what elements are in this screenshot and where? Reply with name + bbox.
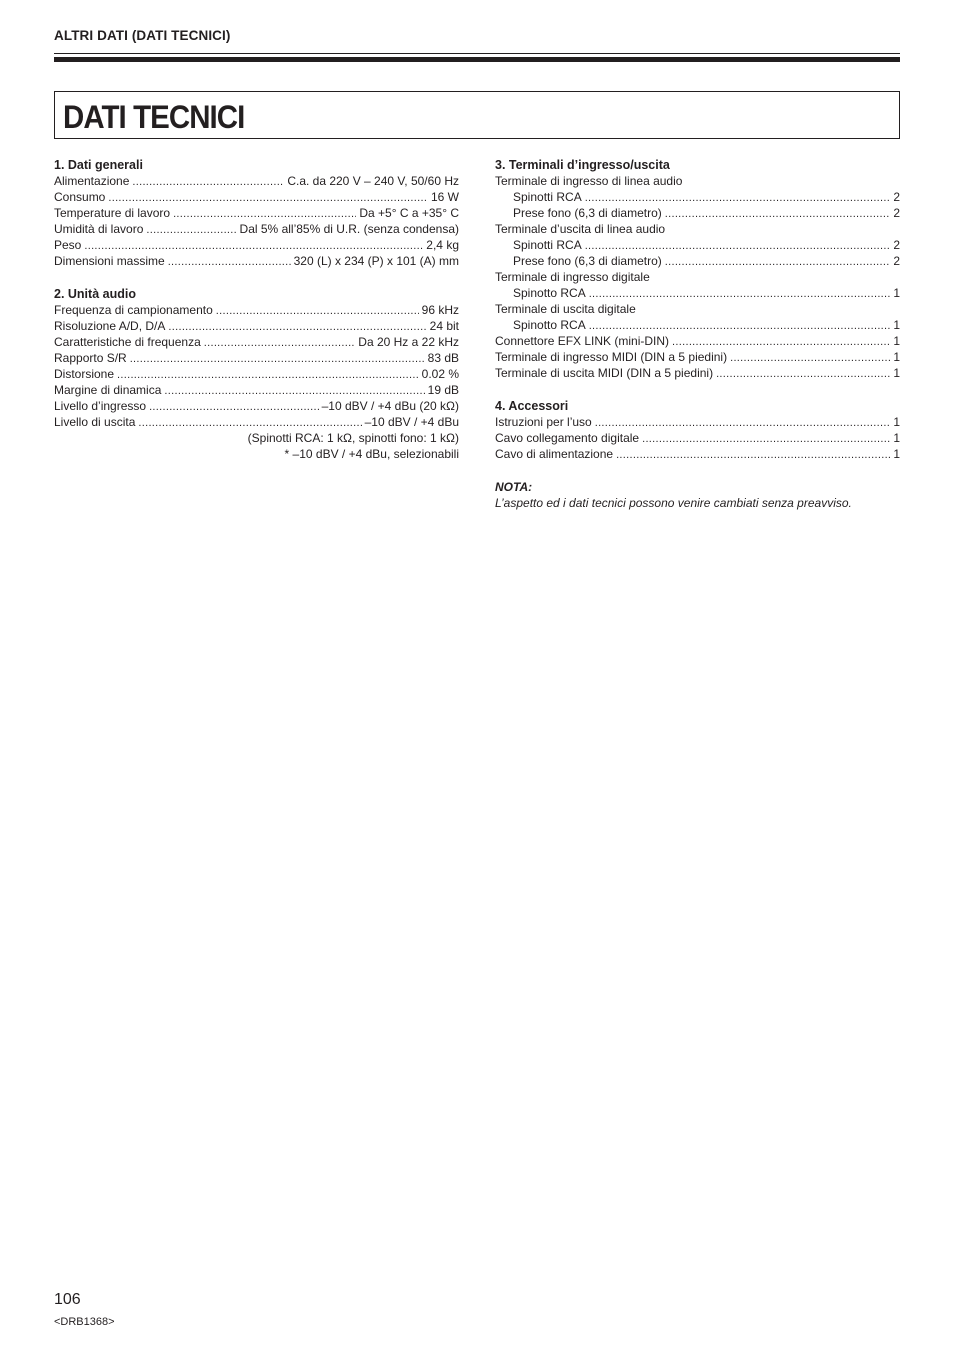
section-header-label: ALTRI DATI (DATI TECNICI) bbox=[54, 28, 231, 43]
section-general-data bbox=[54, 157, 459, 269]
spec-label: Caratteristiche di frequenza bbox=[54, 335, 201, 349]
spec-value: 1 bbox=[893, 350, 900, 364]
terminal-group-label: Terminale di ingresso digitale bbox=[495, 270, 650, 284]
terminal-group-label: Terminale di uscita digitale bbox=[495, 302, 636, 316]
spec-value: 2 bbox=[893, 190, 900, 204]
spec-row bbox=[54, 302, 459, 318]
spec-row bbox=[495, 333, 900, 349]
spec-label: Spinotti RCA bbox=[513, 190, 582, 204]
spec-value: 1 bbox=[893, 318, 900, 332]
dot-leader bbox=[589, 286, 891, 302]
spec-value: 320 (L) x 234 (P) x 101 (A) mm bbox=[293, 254, 459, 268]
spec-value: 16 W bbox=[430, 190, 459, 204]
terminal-group-label: Terminale di ingresso di linea audio bbox=[495, 174, 683, 188]
spec-label: Spinotto RCA bbox=[513, 318, 586, 332]
dot-leader bbox=[595, 415, 891, 431]
section-io-terminals bbox=[495, 157, 900, 381]
dot-leader bbox=[585, 190, 891, 206]
dot-leader bbox=[149, 399, 319, 415]
dot-leader bbox=[132, 174, 284, 190]
spec-label: Consumo bbox=[54, 190, 106, 204]
page-number: 106 bbox=[54, 1291, 81, 1308]
right-column bbox=[495, 157, 900, 528]
section-title: 1. Dati generali bbox=[54, 158, 143, 172]
spec-row bbox=[495, 205, 900, 221]
dot-leader bbox=[173, 206, 356, 222]
spec-label: Umidità di lavoro bbox=[54, 222, 144, 236]
spec-value: 0.02 % bbox=[421, 367, 459, 381]
spec-row bbox=[495, 430, 900, 446]
spec-label: Livello di uscita bbox=[54, 415, 136, 429]
dot-leader bbox=[589, 318, 891, 334]
spec-label: Peso bbox=[54, 238, 82, 252]
spec-value: 83 dB bbox=[427, 351, 459, 365]
spec-row bbox=[54, 334, 459, 350]
spec-row bbox=[495, 253, 900, 269]
dot-leader bbox=[84, 238, 423, 254]
dot-leader bbox=[585, 238, 891, 254]
spec-label: Prese fono (6,3 di diametro) bbox=[513, 206, 662, 220]
spec-row bbox=[54, 350, 459, 366]
terminal-group-label: Terminale d’uscita di linea audio bbox=[495, 222, 666, 236]
dot-leader bbox=[146, 222, 236, 238]
dot-leader bbox=[642, 431, 890, 447]
spec-value: 2 bbox=[893, 238, 900, 252]
spec-label: Livello d’ingresso bbox=[54, 399, 147, 413]
dot-leader bbox=[108, 190, 428, 206]
spec-row bbox=[54, 205, 459, 221]
dot-leader bbox=[168, 254, 291, 270]
dot-leader bbox=[730, 350, 890, 366]
spec-row bbox=[495, 365, 900, 381]
section-title: 4. Accessori bbox=[495, 399, 569, 413]
spec-label: Dimensioni massime bbox=[54, 254, 165, 268]
spec-value: 1 bbox=[893, 415, 900, 429]
spec-value: C.a. da 220 V – 240 V, 50/60 Hz bbox=[287, 174, 459, 188]
section-accessories bbox=[495, 398, 900, 462]
dot-leader bbox=[216, 303, 419, 319]
section-audio-unit bbox=[54, 286, 459, 462]
spec-value: 2 bbox=[893, 206, 900, 220]
spec-value: 1 bbox=[893, 366, 900, 380]
spec-value: Da +5° C a +35° C bbox=[359, 206, 459, 220]
spec-label: Frequenza di campionamento bbox=[54, 303, 213, 317]
dot-leader bbox=[117, 367, 419, 383]
spec-note-line: (Spinotti RCA: 1 kΩ, spinotti fono: 1 kΩ) bbox=[247, 431, 459, 445]
spec-row bbox=[495, 237, 900, 253]
dot-leader bbox=[168, 319, 426, 335]
spec-value: 19 dB bbox=[427, 383, 459, 397]
spec-label: Prese fono (6,3 di diametro) bbox=[513, 254, 662, 268]
spec-row bbox=[495, 317, 900, 333]
dot-leader bbox=[130, 351, 425, 367]
dot-leader bbox=[616, 447, 890, 463]
spec-row bbox=[495, 446, 900, 462]
page-title-box bbox=[54, 91, 900, 139]
spec-row bbox=[54, 253, 459, 269]
spec-label: Spinotto RCA bbox=[513, 286, 586, 300]
spec-label: Temperature di lavoro bbox=[54, 206, 171, 220]
dot-leader bbox=[138, 415, 361, 431]
spec-label: Cavo di alimentazione bbox=[495, 447, 614, 461]
spec-row bbox=[495, 349, 900, 365]
note-title: NOTA: bbox=[495, 480, 533, 494]
dot-leader bbox=[716, 366, 890, 382]
spec-label: Terminale di ingresso MIDI (DIN a 5 piedini) bbox=[495, 350, 728, 364]
spec-value: 24 bit bbox=[429, 319, 459, 333]
note-text: L’aspetto ed i dati tecnici possono venire cambiati senza preavviso. bbox=[495, 496, 852, 510]
spec-row bbox=[54, 414, 459, 430]
spec-row bbox=[495, 414, 900, 430]
dot-leader bbox=[204, 335, 356, 351]
dot-leader bbox=[164, 383, 424, 399]
spec-value: –10 dBV / +4 dBu bbox=[364, 415, 459, 429]
spec-label: Rapporto S/R bbox=[54, 351, 127, 365]
spec-label: Connettore EFX LINK (mini-DIN) bbox=[495, 334, 670, 348]
spec-value: 2,4 kg bbox=[426, 238, 459, 252]
spec-row bbox=[54, 366, 459, 382]
spec-note-line: * –10 dBV / +4 dBu, selezionabili bbox=[284, 447, 459, 461]
spec-label: Istruzioni per l’uso bbox=[495, 415, 592, 429]
spec-row bbox=[54, 173, 459, 189]
section-title: 2. Unità audio bbox=[54, 287, 136, 301]
spec-row bbox=[54, 237, 459, 253]
spec-row bbox=[495, 285, 900, 301]
dot-leader bbox=[665, 254, 891, 270]
spec-row bbox=[54, 318, 459, 334]
spec-value: –10 dBV / +4 dBu (20 kΩ) bbox=[321, 399, 459, 413]
spec-label: Alimentazione bbox=[54, 174, 130, 188]
spec-label: Terminale di uscita MIDI (DIN a 5 piedini) bbox=[495, 366, 714, 380]
spec-row bbox=[495, 189, 900, 205]
spec-value: 2 bbox=[893, 254, 900, 268]
spec-row bbox=[54, 221, 459, 237]
spec-label: Cavo collegamento digitale bbox=[495, 431, 640, 445]
spec-value: 1 bbox=[893, 431, 900, 445]
spec-label: Spinotti RCA bbox=[513, 238, 582, 252]
header-rule-thick bbox=[54, 57, 900, 62]
page-title: DATI TECNICI bbox=[63, 99, 245, 135]
spec-value: 96 kHz bbox=[421, 303, 459, 317]
spec-value: Dal 5% all’85% di U.R. (senza condensa) bbox=[239, 222, 459, 236]
document-code: <DRB1368> bbox=[54, 1316, 115, 1328]
left-column bbox=[54, 157, 459, 479]
spec-row bbox=[54, 382, 459, 398]
spec-value: Da 20 Hz a 22 kHz bbox=[358, 335, 459, 349]
spec-value: 1 bbox=[893, 447, 900, 461]
spec-label: Margine di dinamica bbox=[54, 383, 162, 397]
spec-row bbox=[54, 398, 459, 414]
header-rule-thin bbox=[54, 53, 900, 54]
spec-value: 1 bbox=[893, 286, 900, 300]
spec-value: 1 bbox=[893, 334, 900, 348]
dot-leader bbox=[672, 334, 890, 350]
spec-row bbox=[54, 189, 459, 205]
spec-label: Risoluzione A/D, D/A bbox=[54, 319, 166, 333]
spec-label: Distorsione bbox=[54, 367, 115, 381]
note-block bbox=[495, 479, 900, 511]
section-title: 3. Terminali d’ingresso/uscita bbox=[495, 158, 670, 172]
dot-leader bbox=[665, 206, 891, 222]
